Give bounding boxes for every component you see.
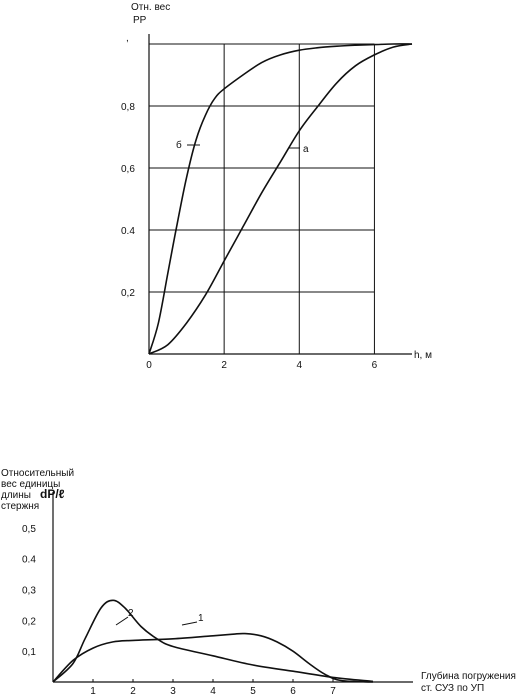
- c1-ticks: [121, 102, 378, 371]
- c1-series-label-b: б: [176, 140, 182, 151]
- c1-ylabel-stray: ,: [126, 33, 129, 44]
- c2-xtick-4: 4: [210, 686, 216, 697]
- c1-series-а: [149, 44, 412, 354]
- c1-series: [149, 44, 412, 354]
- c2-xtick-5: 5: [250, 686, 256, 697]
- c2-ylabel-line3: длины: [1, 490, 31, 501]
- chart-bottom: [1, 468, 516, 697]
- c2-series: [53, 600, 373, 682]
- c1-series-б: [149, 44, 412, 354]
- c1-ytick-0.6: 0,6: [121, 164, 135, 175]
- c1-ylabel-line1: Отн. вес: [131, 2, 171, 13]
- c2-xtick-3: 3: [170, 686, 176, 697]
- c1-ylabel-line2: PP: [133, 15, 147, 26]
- c2-ytick-0.1: 0,1: [22, 647, 36, 659]
- c1-xtick-0: 0: [146, 360, 152, 371]
- c2-series-1: [53, 634, 373, 682]
- c1-xtick-6: 6: [371, 360, 378, 371]
- c2-xtick-2: 2: [130, 686, 136, 697]
- c2-xlabel-line2: ст. СУЗ по УП: [421, 683, 485, 694]
- c2-ytick-0.5: 0,5: [22, 523, 36, 535]
- c2-ylabel-line1: Относительный: [1, 468, 75, 479]
- c2-axes: [53, 492, 413, 682]
- c1-series-label-a: а: [303, 144, 309, 155]
- c2-xlabel-line1: Глубина погружения: [421, 671, 516, 682]
- c1-ytick-0.4: 0.4: [121, 226, 135, 237]
- c2-ytick-0.4: 0.4: [22, 554, 36, 566]
- c2-xtick-1: 1: [90, 686, 96, 697]
- c2-xtick-6: 6: [290, 686, 296, 697]
- c1-ytick-0.8: 0,8: [121, 102, 135, 113]
- c2-ylabel-symbol: dP/ℓ: [40, 487, 65, 501]
- c2-ylabel-line4: стержня: [1, 501, 40, 512]
- c1-xtick-4: 4: [296, 360, 303, 371]
- c1-ytick-0.2: 0,2: [121, 288, 135, 299]
- c2-ytick-0.2: 0,2: [22, 616, 36, 628]
- c2-series-2: [53, 600, 373, 682]
- c2-ytick-0.3: 0,3: [22, 585, 36, 597]
- c2-ylabel-line2: вес единицы: [1, 479, 61, 490]
- c1-xlabel: h, м: [414, 350, 432, 361]
- c2-series-label-2: 2: [128, 608, 134, 619]
- chart-top: [121, 2, 432, 371]
- c1-xtick-2: 2: [221, 360, 227, 371]
- c2-leader-2: [116, 617, 128, 625]
- c2-series-label-1: 1: [198, 613, 204, 624]
- c2-xtick-7: 7: [330, 686, 336, 697]
- c2-leader-1: [182, 622, 197, 625]
- c1-axes: [149, 34, 412, 354]
